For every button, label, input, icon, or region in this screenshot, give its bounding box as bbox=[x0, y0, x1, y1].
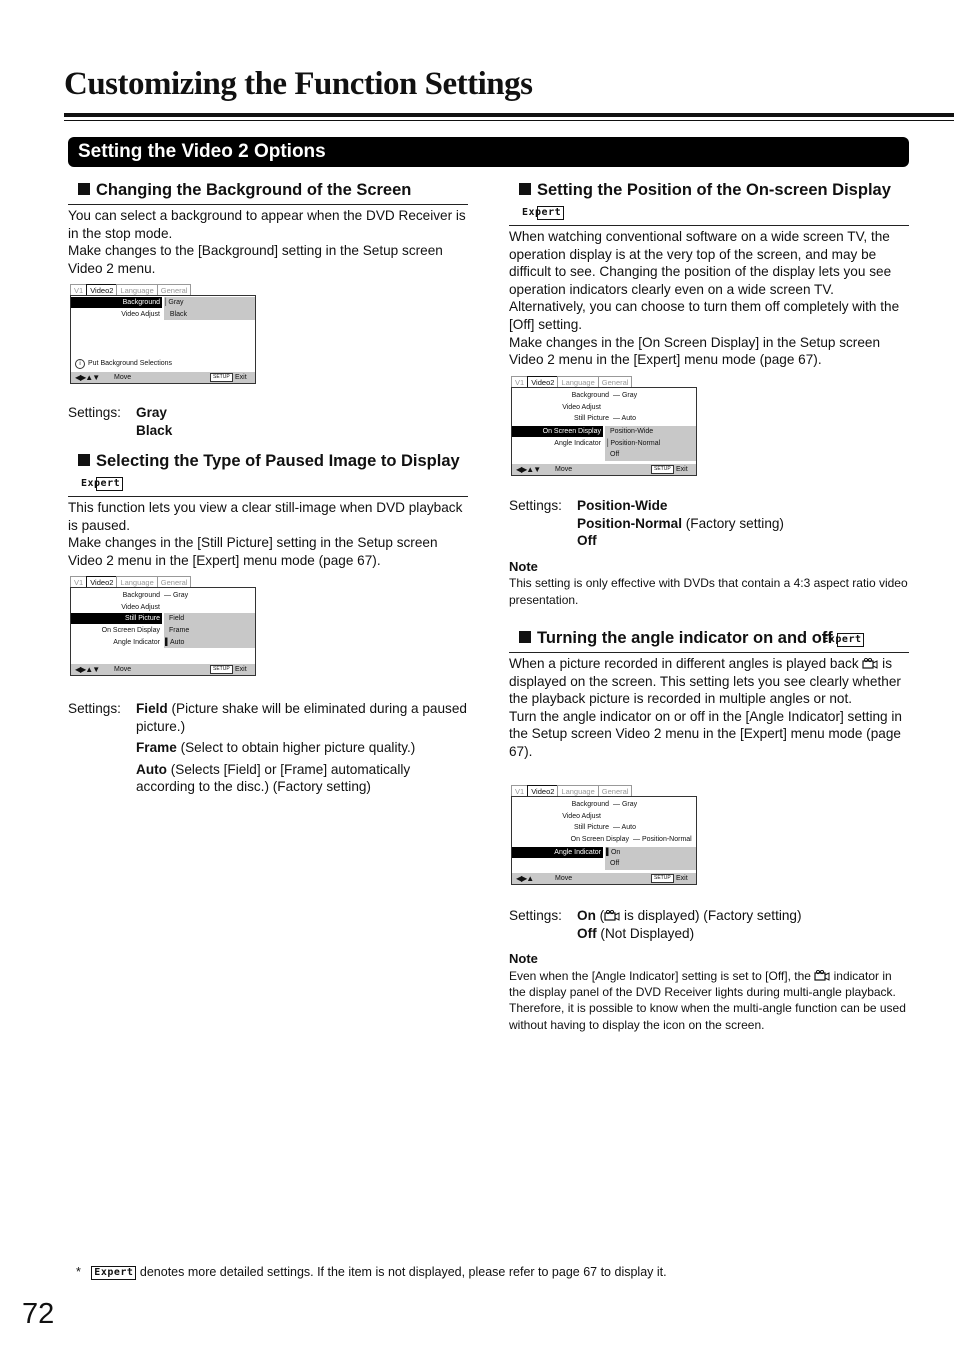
bullet-square-icon bbox=[78, 183, 90, 195]
screen-frame bbox=[511, 796, 697, 885]
tab-general: General bbox=[157, 576, 192, 587]
tab-language: Language bbox=[557, 785, 598, 796]
setup-screen-background bbox=[70, 284, 256, 386]
heading-position: Setting the Position of the On-screen Display Expert bbox=[509, 180, 909, 226]
arrow-keys-icon: ◀▶▲▼ bbox=[516, 465, 541, 474]
tab-general: General bbox=[598, 785, 633, 796]
setup-key-icon: SETUP bbox=[210, 665, 233, 674]
tab-general: General bbox=[598, 376, 633, 387]
screen-frame bbox=[70, 587, 256, 676]
setting-black: Black bbox=[136, 422, 173, 438]
angle-section bbox=[509, 628, 909, 761]
menu-row: Background — Gray bbox=[571, 801, 638, 808]
menu-row: Background — Gray bbox=[122, 592, 189, 599]
screen-bottom-bar: ◀▶▲▼ Move SETUP Exit bbox=[71, 664, 255, 675]
menu-row: On Screen Display Frame bbox=[101, 627, 190, 634]
tab-v1: V1 bbox=[511, 376, 528, 387]
screen-bottom-bar: ◀▶▲ Move SETUP Exit bbox=[512, 873, 696, 884]
setting-on: On ( is displayed) (Factory setting) bbox=[577, 908, 802, 923]
menu-row: Video Adjust bbox=[562, 404, 601, 411]
expert-icon: Expert bbox=[91, 1266, 136, 1280]
tab-language: Language bbox=[116, 284, 157, 295]
note-text: This setting is only effective with DVDs that contain a 4:3 aspect ratio video presentation. bbox=[509, 576, 908, 607]
setup-screen-angle-indicator bbox=[511, 785, 697, 887]
menu-row: Video Adjust bbox=[121, 604, 160, 611]
screen-tabs bbox=[511, 785, 631, 796]
angle-camera-icon bbox=[814, 970, 830, 981]
heading-background: Changing the Background of the Screen bbox=[68, 180, 468, 205]
tab-video2: Video2 bbox=[527, 785, 558, 796]
tab-language: Language bbox=[557, 376, 598, 387]
menu-row: Off bbox=[610, 860, 620, 867]
menu-row: Angle Indicator ▌Auto bbox=[113, 639, 185, 646]
arrow-keys-icon: ◀▶▲ bbox=[516, 874, 534, 883]
setting-position-normal: Position-Normal (Factory setting) bbox=[577, 515, 784, 531]
setting-auto: Auto (Selects [Field] or [Frame] automatically according to the disc.) (Factory setting) bbox=[136, 761, 411, 795]
angle-body: When a picture recorded in different angles is played back is displayed on the screen. This setting lets you see clearly whether the playback picture is recorded in multiple angles or not. Turn the angle indicator on or off in the [Angle Indicator] setting in the Setup screen Video 2 menu in the [Expert] menu mode (page 67). bbox=[509, 656, 902, 759]
tab-general: General bbox=[157, 284, 192, 295]
note-text: Even when the [Angle Indicator] setting is set to [Off], the indicator in the display panel of the DVD Receiver lights during multi-angle playback. Therefore, it is possible to know when the multi-angle function can be used without having to display the icon on the screen. bbox=[509, 968, 906, 1032]
expert-icon: Expert bbox=[837, 633, 864, 647]
menu-row: Off bbox=[610, 451, 620, 458]
menu-row: On Screen Display Position-Wide bbox=[512, 426, 696, 437]
tab-video2: Video2 bbox=[86, 576, 117, 587]
menu-row: Background │Gray bbox=[71, 297, 255, 308]
arrow-keys-icon: ◀▶▲▼ bbox=[75, 665, 100, 674]
section-banner: Setting the Video 2 Options bbox=[68, 137, 909, 167]
screen-bottom-bar: ◀▶▲▼ Move SETUP Exit bbox=[512, 464, 696, 475]
screen-tabs bbox=[70, 576, 190, 587]
menu-row: On Screen Display — Position-Normal bbox=[570, 836, 692, 843]
setup-key-icon: SETUP bbox=[210, 373, 233, 382]
background-body: You can select a background to appear when the DVD Receiver is in the stop mode. Make changes to the [Background] setting in the Setup screen Video 2 menu. bbox=[68, 208, 466, 276]
setup-screen-still-picture bbox=[70, 576, 256, 678]
setting-position-wide: Position-Wide bbox=[577, 498, 668, 513]
heading-angle: Turning the angle indicator on and off Expert bbox=[509, 628, 909, 653]
setting-gray: Gray bbox=[136, 405, 167, 420]
bullet-square-icon bbox=[78, 454, 90, 466]
title-rule-thin bbox=[64, 120, 954, 121]
setup-key-icon: SETUP bbox=[651, 874, 674, 883]
page-number: 72 bbox=[22, 1298, 55, 1330]
setup-screen-on-screen-display bbox=[511, 376, 697, 478]
menu-row: Angle Indicator │Position-Normal bbox=[554, 440, 661, 447]
menu-row: Angle Indicator ▌On bbox=[512, 847, 696, 858]
title-rule bbox=[64, 113, 954, 117]
left-column bbox=[68, 180, 468, 277]
note-heading: Note bbox=[509, 558, 538, 574]
background-settings: Settings: Gray Black bbox=[68, 405, 173, 438]
expert-icon: Expert bbox=[537, 206, 564, 220]
tab-language: Language bbox=[116, 576, 157, 587]
tab-v1: V1 bbox=[70, 284, 87, 295]
screen-frame bbox=[511, 387, 697, 476]
page-title: Customizing the Function Settings bbox=[64, 66, 533, 102]
expert-icon: Expert bbox=[96, 477, 123, 491]
screen-bottom-bar: ◀▶▲▼ Move SETUP Exit bbox=[71, 372, 255, 383]
screen-frame bbox=[70, 295, 256, 384]
menu-row: Video Adjust Black bbox=[121, 311, 187, 318]
menu-row: Video Adjust bbox=[562, 813, 601, 820]
position-body: When watching conventional software on a wide screen TV, the operation display is at the very top of the screen, and may be difficult to see. Changing the position of the display lets you see operation indicators clearly even on a wide screen TV. Alternatively, you can choose to turn them off completely with the [Off] setting. Make changes in the [On Screen Display] in the Setup screen Video 2 menu in the [Expert] menu mode (page 67). bbox=[509, 229, 900, 368]
info-icon: i bbox=[75, 359, 85, 369]
screen-tabs bbox=[511, 376, 631, 387]
angle-camera-icon bbox=[604, 910, 620, 921]
tab-v1: V1 bbox=[511, 785, 528, 796]
paused-section bbox=[68, 451, 468, 569]
tab-video2: Video2 bbox=[86, 284, 117, 295]
position-settings: Settings: Position-Wide Position-Normal (Factory setting) Off Note This setting is only effective with DVDs that contain a 4:3 aspect ratio video presentation. bbox=[509, 498, 908, 607]
arrow-keys-icon: ◀▶▲▼ bbox=[75, 373, 100, 382]
hint-text: i Put Background Selections bbox=[75, 359, 172, 369]
setting-off: Off bbox=[577, 533, 597, 549]
note-heading: Note bbox=[509, 951, 538, 967]
setting-off: Off (Not Displayed) bbox=[577, 925, 695, 941]
angle-settings: Settings: On ( is displayed) (Factory setting) Off (Not Displayed) Note Even when the [Angle Indicator] setting is set to [Off], the indicator in the display panel of the DVD Receiver lights during multi-angle playback. Therefore, it is possible to know when the multi-angle function can be used without having to display the icon on the screen. bbox=[509, 907, 909, 1033]
angle-camera-icon bbox=[862, 658, 878, 669]
menu-row: Still Picture Field bbox=[71, 613, 255, 624]
heading-paused: Selecting the Type of Paused Image to Display Expert bbox=[68, 451, 468, 497]
bullet-square-icon bbox=[519, 631, 531, 643]
menu-row: Still Picture — Auto bbox=[573, 415, 636, 422]
paused-settings: Settings: Field (Picture shake will be eliminated during a paused picture.) Frame (Select to obtain higher picture quality.) Auto (Selects [Field] or [Frame] automatically according to the disc.) (Factory setting) bbox=[68, 701, 467, 795]
menu-row: Background — Gray bbox=[571, 392, 638, 399]
screen-tabs bbox=[70, 284, 190, 295]
setting-field: Field (Picture shake will be eliminated during a paused picture.) bbox=[136, 701, 467, 734]
tab-v1: V1 bbox=[70, 576, 87, 587]
bullet-square-icon bbox=[519, 183, 531, 195]
menu-row: Still Picture — Auto bbox=[573, 824, 636, 831]
position-section bbox=[509, 180, 909, 369]
tab-video2: Video2 bbox=[527, 376, 558, 387]
setup-key-icon: SETUP bbox=[651, 465, 674, 474]
setting-frame: Frame (Select to obtain higher picture quality.) bbox=[136, 740, 416, 756]
paused-body: This function lets you view a clear still-image when DVD playback is paused. Make changes in the [Still Picture] setting in the Setup screen Video 2 menu in the [Expert] menu mode (page 67). bbox=[68, 500, 463, 568]
footnote: * Expert denotes more detailed settings. If the item is not displayed, please refer to page 67 to display it. bbox=[76, 1265, 667, 1279]
